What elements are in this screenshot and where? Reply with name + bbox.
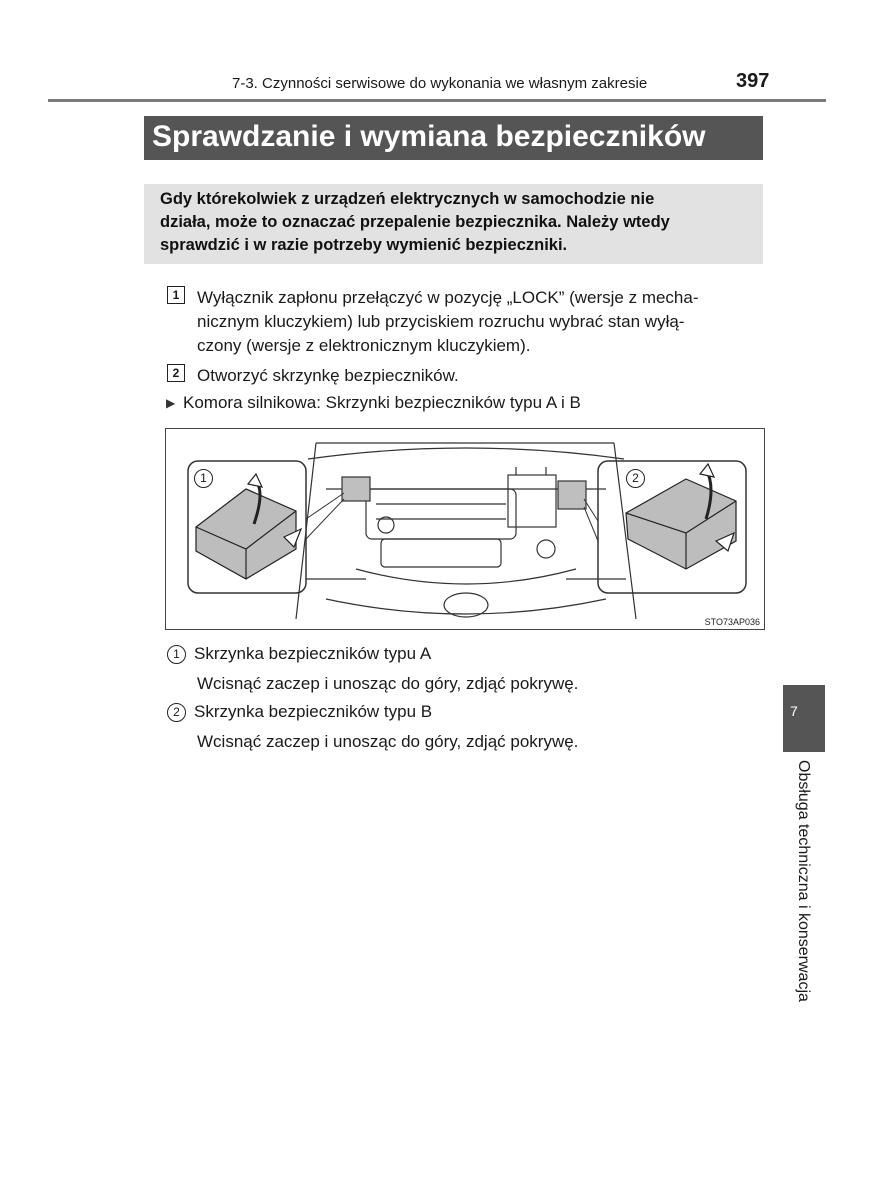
- intro-box: [144, 184, 763, 264]
- section-bullet-text: Komora silnikowa: Skrzynki bezpieczników typu A i B: [183, 393, 581, 412]
- title-banner: [144, 116, 763, 160]
- figure-callout-1: 1: [194, 469, 213, 488]
- legend-1-title: Skrzynka bezpieczników typu A: [194, 644, 432, 663]
- engine-bay-figure: [165, 428, 765, 630]
- legend-1-number: 1: [167, 645, 186, 664]
- step-1-number: 1: [167, 286, 185, 304]
- header-divider: [48, 99, 826, 102]
- intro-line-3: sprawdzić i w razie potrzeby wymienić bezpieczniki.: [160, 236, 568, 254]
- legend-2-number: 2: [167, 703, 186, 722]
- step-1-line-3: czony (wersje z elektronicznym kluczykiem).: [197, 336, 531, 355]
- figure-code: STO73AP036: [704, 617, 760, 627]
- legend-2-title: Skrzynka bezpieczników typu B: [194, 702, 433, 721]
- header-section-title: 7-3. Czynności serwisowe do wykonania we własnym zakresie: [232, 75, 648, 92]
- step-1-line-1: Wyłącznik zapłonu przełączyć w pozycję „LOCK” (wersje z mecha-: [197, 288, 699, 307]
- page-number: 397: [736, 70, 770, 92]
- engine-bay-illustration: [166, 429, 764, 629]
- legend-1-description: Wcisnąć zaczep i unosząc do góry, zdjąć pokrywę.: [197, 674, 579, 693]
- chapter-number: 7: [790, 703, 798, 719]
- legend-2-description: Wcisnąć zaczep i unosząc do góry, zdjąć pokrywę.: [197, 732, 579, 751]
- step-1-line-2: nicznym kluczykiem) lub przyciskiem rozruchu wybrać stan wyłą-: [197, 312, 685, 331]
- page-title: Sprawdzanie i wymiana bezpieczników: [152, 120, 706, 153]
- figure-callout-2: 2: [626, 469, 645, 488]
- intro-line-1: Gdy którekolwiek z urządzeń elektrycznych w samochodzie nie: [160, 190, 655, 208]
- intro-line-2: działa, może to oznaczać przepalenie bezpiecznika. Należy wtedy: [160, 213, 670, 231]
- step-2-number: 2: [167, 364, 185, 382]
- chapter-tab: [783, 685, 825, 752]
- chapter-title-vertical: Obsługa techniczna i konserwacja: [795, 760, 812, 1002]
- triangle-bullet-icon: ▶: [166, 396, 176, 410]
- step-2-line-1: Otworzyć skrzynkę bezpieczników.: [197, 366, 459, 385]
